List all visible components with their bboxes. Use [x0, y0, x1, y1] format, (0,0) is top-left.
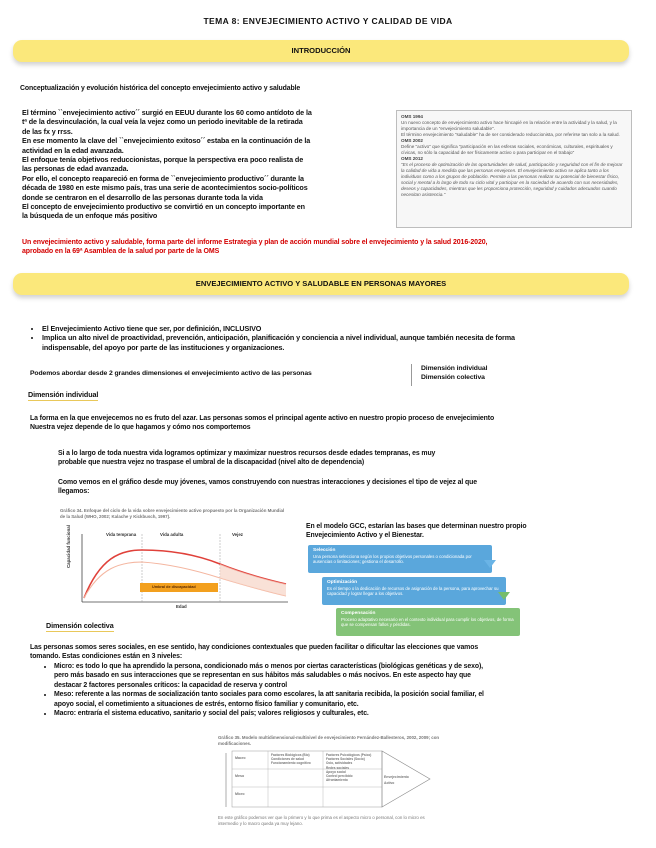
level-macro-line-1: • Macro: entraría el sistema educativo, sanitario y social del país; valores religiosos y culturales, etc. — [54, 710, 369, 718]
life-course-figure — [60, 508, 294, 612]
oms-1994-text-b: El término envejecimiento "saludable" ha de ser considerado reduccionista, por referirse tan solo a la salud. — [401, 132, 620, 137]
dim-col-p1-line-2: tomando. Estas condiciones están en 3 niveles: — [30, 653, 183, 661]
bullet-list — [28, 324, 648, 352]
disability-threshold-label: Umbral de discapacidad — [152, 585, 196, 589]
intro-line: tª de la desvinculación, la cual veía la vejez como un periodo inevitable de la retirada — [22, 117, 303, 127]
multilevel-cell-apoyo: Apoyo social — [326, 769, 346, 774]
dimension-individual-p1 — [30, 414, 650, 433]
dim-ind-p3-line-2: llegamos: — [58, 488, 90, 496]
multilevel-note: En este gráfico podemos ver que lo primero y lo que prima es el aspecto micro o personal, con lo micro es intermedio y lo macro queda ya muy lejano. — [218, 815, 425, 826]
dimension-colectiva-label: Dimensión colectiva — [421, 374, 485, 382]
multilevel-cell-bio: Factores Biológicos (Bio) — [271, 753, 310, 757]
gcc-step-compensacion — [336, 608, 520, 636]
intro-line: la búsqueda de un enfoque más positivo — [22, 211, 158, 221]
intro-line: El término ``envejecimiento activo´´ surgió en EEUU durante los 60 como antídoto de la — [22, 108, 312, 117]
level-micro — [54, 662, 648, 690]
intro-line: las personas de edad avanzada. — [22, 164, 129, 174]
multilevel-cell-control: Control percibido — [326, 774, 353, 779]
level-macro — [54, 709, 648, 718]
life-course-xlabel: Edad — [176, 604, 187, 609]
gcc-step-seleccion — [308, 545, 492, 573]
multilevel-cells-col2 — [326, 753, 380, 782]
multilevel-cell-redes: Redes sociales — [326, 765, 350, 770]
level-meso-line-2: apoyo social, el cometimiento a situaciones de estrés, entorno físico familiar y comunitario, etc. — [54, 700, 359, 708]
life-course-chart — [60, 528, 294, 614]
dimensions-intro: Podemos abordar desde 2 grandes dimensiones el envejecimiento activo de las personas — [30, 370, 312, 377]
multilevel-level-meso: Meso — [235, 774, 245, 778]
multilevel-cell-ocio: Ocio, actividades — [326, 761, 353, 766]
multilevel-cell-psico: Factores Psicológicos (Psico) — [326, 753, 372, 757]
gcc-intro-line-2: Envejecimiento Activo y el Bienestar. — [306, 532, 424, 540]
dimension-individual-label: Dimensión individual — [421, 365, 488, 372]
level-micro-line-2: pero más basado en sus interacciones que se representan en sus hábitos más saludables o más nocivos. En este aspecto hay que — [54, 672, 471, 680]
level-micro-line-1: • Micro: es todo lo que ha aprendido la persona, condicionado más o menos por ciertas características (biológicas genéticas y de sexo), — [54, 663, 483, 670]
active-aging-bullets — [28, 324, 648, 352]
oms-2002-text: Define "activo" que significa "participación en las esferas sociales, económicas, culturales, espirituales y cívicas, no sólo la capacidad de ser físicamente activo o para participar en el trabajo" — [401, 144, 613, 155]
multilevel-level-micro: Micro — [235, 792, 245, 796]
oms-1994-text: Un nuevo concepto de envejecimiento activo hace hincapié en la relación entre la actividad y la salud, y la importancia de un "envejecimiento saludable". — [401, 120, 617, 131]
bullet-proactividad-line-2: indispensable, del apoyo por parte de las instituciones y organizaciones. — [42, 342, 285, 352]
gcc-step-optimizacion — [322, 577, 506, 605]
oms-2012-text: "Es el proceso de optimización de las oportunidades de salud, participación y seguridad con el fin de mejorar la calidad de vida a medida que las personas envejecen. El envejecimiento activo se aplica tanto a los individuos como a los grupos de población. Permite a las personas realizar su potencial de bienestar físico, social y mental a lo largo de todo su ciclo vital y participar en la sociedad de acuerdo con sus necesidades, deseos y capacidades, mientras que les proporciona protección, seguridad y cuidados adecuados cuando necesitan asistencia." — [401, 162, 623, 197]
oms-1994-heading: OMS 1994 — [401, 114, 423, 119]
intro-line: En ese momento la clave del ``envejecimiento exitoso´´ estaba en la continuación de la — [22, 136, 311, 146]
stage-vida-adulta: Vida adulta — [160, 532, 184, 537]
intro-line: década de 1980 en este mismo país, tras una serie de acontecimientos socio-políticos — [22, 183, 308, 193]
subheading-conceptualizacion: Conceptualización y evolución histórica del concepto envejecimiento activo y saludable — [20, 85, 301, 92]
dimension-individual-p2 — [58, 449, 648, 468]
oms-definitions-box — [396, 110, 632, 228]
gcc-step-compensacion-title: Compensación — [341, 611, 376, 616]
gcc-step-compensacion-text: Proceso adaptativo necesario en el contexto individual para cumplir los objetivos, de forma que se compensan fallos y pérdidas. — [341, 616, 514, 627]
oms-strategy-line-1: Un envejecimiento activo y saludable, forma parte del informe Estrategia y plan de acción mundial sobre el envejecimiento y la salud 2016-2020, — [22, 239, 488, 246]
multilevel-cell-cognitivo: Funcionamiento cognitivo — [271, 761, 311, 766]
gcc-step-optimizacion-text: Es el tiempo o la dedicación de recursos de asignación de la persona, para aprovechar su capacidad y lograr llegar a los objetivos. — [327, 585, 499, 596]
level-micro-line-3: destacar 2 factores personales críticos: la capacidad de reserva y control — [54, 681, 288, 689]
intro-line: Por ello, el concepto reapareció en forma de ``envejecimiento productivo´´ durante la — [22, 173, 304, 183]
gcc-step-optimizacion-title: Optimización — [327, 580, 358, 585]
dimension-colectiva-heading-text: Dimensión colectiva — [46, 621, 114, 632]
multilevel-cell-salud: Condiciones de salud — [271, 757, 304, 762]
dimensions-list — [421, 364, 487, 383]
banner-envejecimiento-activo — [13, 273, 629, 295]
intro-line: donde se centraron en el desarrollo de las personas durante toda la vida — [22, 192, 263, 202]
gcc-step-seleccion-title: Selección — [313, 548, 336, 553]
oms-strategy-line-2: aprobado en la 69ª Asamblea de la salud por parte de la OMS — [22, 248, 220, 256]
multilevel-cell-afrontamiento: Afrontamiento — [326, 778, 348, 783]
life-course-caption: Gráfico 34. Enfoque del ciclo de la vida sobre envejecimiento activo propuesto por la Organización Mundial de la Salud (WHO, 2002; Kalache y Kickbusch, 1997). — [60, 508, 285, 519]
dimension-colectiva-heading — [46, 621, 114, 632]
intro-line: de las fx y rrss. — [22, 126, 73, 136]
page-title: TEMA 8: ENVEJECIMIENTO ACTIVO Y CALIDAD DE VIDA — [203, 16, 453, 26]
multilevel-figure — [218, 735, 440, 843]
intro-line: El concepto de envejecimiento productivo se convirtió en un concepto importante en — [22, 202, 305, 212]
level-meso-line-1: • Meso: referente a las normas de socialización tanto sociales para como escolares, la att sanitaria recibida, la posición social familiar, el — [54, 691, 484, 699]
dim-ind-p2-line-2: probable que nuestra vejez no traspase el umbral de la discapacidad (nivel alto de dependencia) — [58, 459, 365, 467]
dimension-colectiva-levels — [42, 662, 648, 718]
level-meso — [54, 690, 648, 709]
dimension-individual-heading — [28, 390, 98, 401]
levels-list — [42, 662, 648, 718]
dim-ind-p2-line-1: Si a lo largo de toda nuestra vida logramos optimizar y maximizar nuestros recursos desde edades tempranas, es muy — [58, 450, 436, 457]
gcc-step-seleccion-text: Una persona selecciona según los propios objetivos personales o condicionada por ausencias o limitaciones; gestiona el desarrollo. — [313, 553, 472, 564]
bullet-proactividad — [42, 333, 648, 352]
gcc-intro — [306, 522, 646, 541]
banner-introduccion-label: INTRODUCCIÓN — [291, 46, 351, 55]
multilevel-center-label: Envejecimiento Activo — [384, 775, 409, 785]
dimension-colectiva-p1 — [30, 643, 650, 662]
dimension-individual-heading-text: Dimensión individual — [28, 390, 98, 401]
bullet-inclusivo: • El Envejecimiento Activo tiene que ser, por definición, INCLUSIVO — [42, 324, 648, 333]
dimension-individual-p3 — [58, 478, 648, 497]
intro-line: El enfoque tenía objetivos reduccionistas, porque la perspectiva era poco realista de — [22, 155, 304, 165]
gcc-intro-line-1: En el modelo GCC, estarían las bases que determinan nuestro propio — [306, 523, 527, 530]
multilevel-cell-socio: Factores Sociales (Socio) — [326, 757, 365, 762]
banner-envejecimiento-activo-label: ENVEJECIMIENTO ACTIVO Y SALUDABLE EN PERSONAS MAYORES — [195, 279, 447, 288]
intro-line: actividad en la edad avanzada. — [22, 145, 124, 155]
dim-ind-p1-line-2: Nuestra vejez depende de lo que hagamos y cómo nos comportemos — [30, 424, 251, 432]
dim-col-p1-line-1: Las personas somos seres sociales, en ese sentido, hay condiciones contextuales que pueden facilitar o dificultar las elecciones que vamos — [30, 644, 479, 651]
dim-ind-p3-line-1: Como vemos en el gráfico desde muy jóvenes, vamos construyendo con nuestras interacciones y decisiones el tipo de vejez al que — [58, 479, 477, 486]
intro-paragraphs — [22, 108, 392, 221]
dimensions-divider — [411, 364, 412, 386]
oms-strategy-note — [22, 238, 642, 257]
multilevel-cells-col1 — [271, 753, 321, 766]
oms-2002-heading: OMS 2002 — [401, 138, 423, 143]
dim-ind-p1-line-1: La forma en la que envejecemos no es fruto del azar. Las personas somos el principal agente activo en nuestro propio proceso de envejecimiento — [30, 415, 495, 422]
gcc-arrow-1 — [484, 560, 496, 568]
multilevel-caption: Gráfico 35. Modelo multidimensional-multinivel de envejecimiento Fernández-Ballesteros, 2002, 2009; con modificaciones. — [218, 735, 440, 746]
multilevel-level-macro: Macro — [235, 756, 246, 760]
stage-vejez: Vejez — [232, 532, 243, 537]
gcc-arrow-2 — [498, 592, 510, 600]
life-course-ylabel: Capacidad funcional — [66, 525, 71, 568]
bullet-proactividad-line-1: Implica un alto nivel de proactividad, prevención, anticipación, planificación y conciencia a nivel individual, aunque también necesita de forma — [42, 333, 515, 343]
stage-vida-temprana: Vida temprana — [106, 532, 137, 537]
functional-range-band — [220, 564, 286, 596]
banner-introduccion — [13, 40, 629, 62]
oms-2012-heading: OMS 2012 — [401, 156, 423, 161]
